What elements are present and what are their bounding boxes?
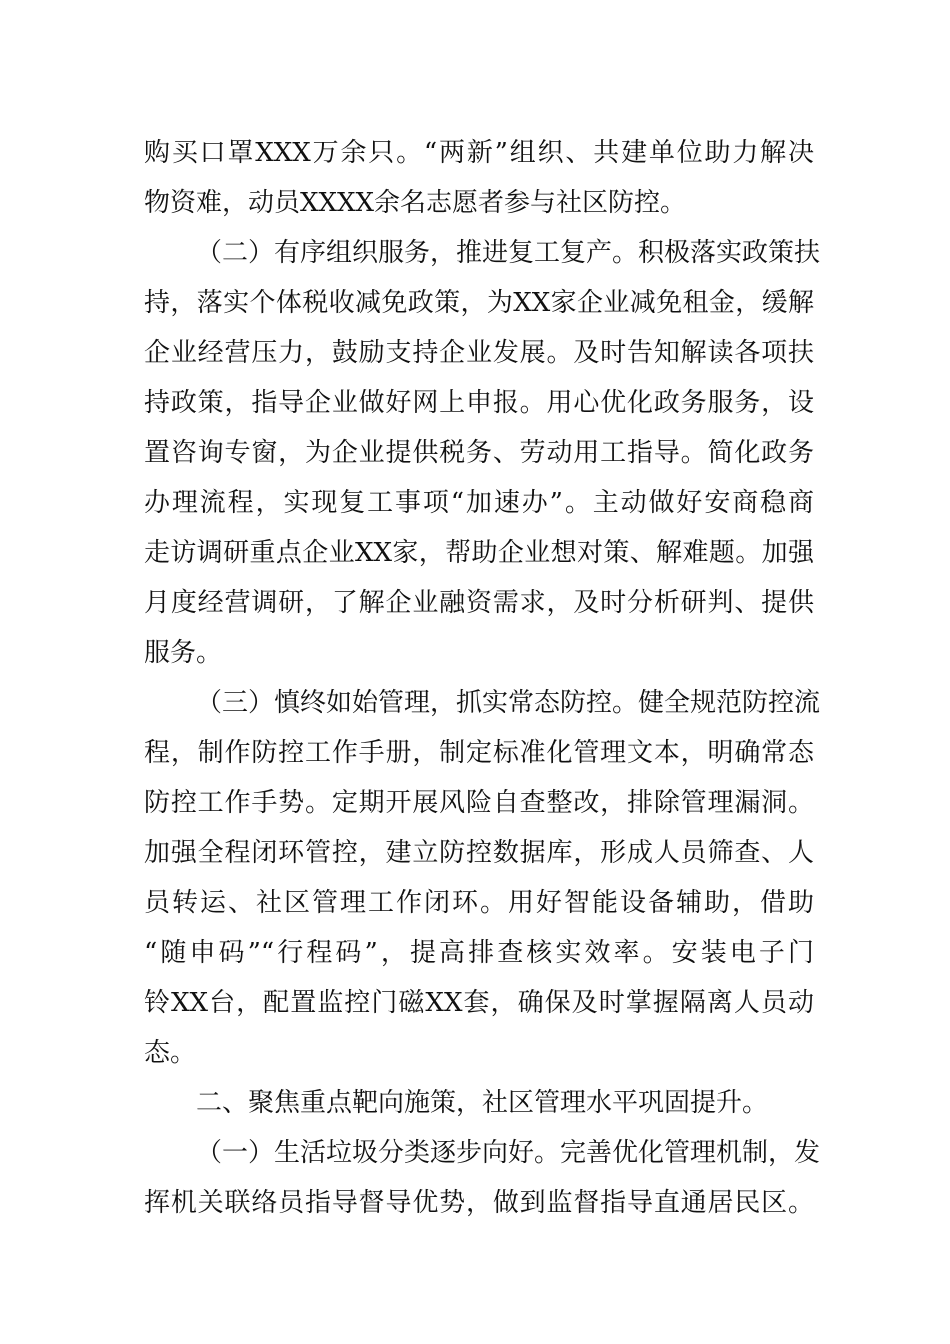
document-body (144, 128, 821, 1228)
section-heading-line: （三）慎终如始管理，抓实常态防控。健全规范防控流 (196, 688, 821, 718)
text-line: 员转运、社区管理工作闭环。用好智能设备辅助，借助 (144, 888, 814, 918)
text-line: 走访调研重点企业XX家，帮助企业想对策、解难题。加强 (144, 538, 814, 568)
text-line: 加强全程闭环管控，建立防控数据库，形成人员筛查、人 (144, 838, 814, 868)
text-line: 物资难，动员XXXX余名志愿者参与社区防控。 (144, 188, 687, 218)
text-line: 程，制作防控工作手册，制定标准化管理文本，明确常态 (144, 738, 814, 768)
text-line: 置咨询专窗，为企业提供税务、劳动用工指导。简化政务 (144, 438, 814, 468)
text-line: 持政策，指导企业做好网上申报。用心优化政务服务，设 (144, 388, 814, 418)
text-line: 月度经营调研，了解企业融资需求，及时分析研判、提供 (144, 588, 814, 618)
text-line: 企业经营压力，鼓励支持企业发展。及时告知解读各项扶 (144, 338, 814, 368)
text-line: 办理流程，实现复工事项“加速办”。主动做好安商稳商 (144, 488, 814, 518)
text-line: 挥机关联络员指导督导优势，做到监督指导直通居民区。 (144, 1188, 814, 1218)
text-line: 持，落实个体税收减免政策，为XX家企业减免租金，缓解 (144, 288, 814, 318)
text-line: 态。 (144, 1038, 197, 1068)
text-line: 铃XX台，配置监控门磁XX套，确保及时掌握隔离人员动 (144, 988, 814, 1018)
section-heading-line: （一）生活垃圾分类逐步向好。完善优化管理机制，发 (196, 1138, 821, 1168)
text-line: 购买口罩XXX万余只。“两新”组织、共建单位助力解决 (144, 138, 814, 168)
section-heading-line: （二）有序组织服务，推进复工复产。积极落实政策扶 (196, 238, 821, 268)
text-line: 防控工作手势。定期开展风险自查整改，排除管理漏洞。 (144, 788, 814, 818)
chapter-heading-line: 二、聚焦重点靶向施策，社区管理水平巩固提升。 (196, 1088, 769, 1118)
text-line: 服务。 (144, 638, 223, 668)
text-line: “随申码”“行程码”，提高排查核实效率。安装电子门 (144, 938, 814, 968)
